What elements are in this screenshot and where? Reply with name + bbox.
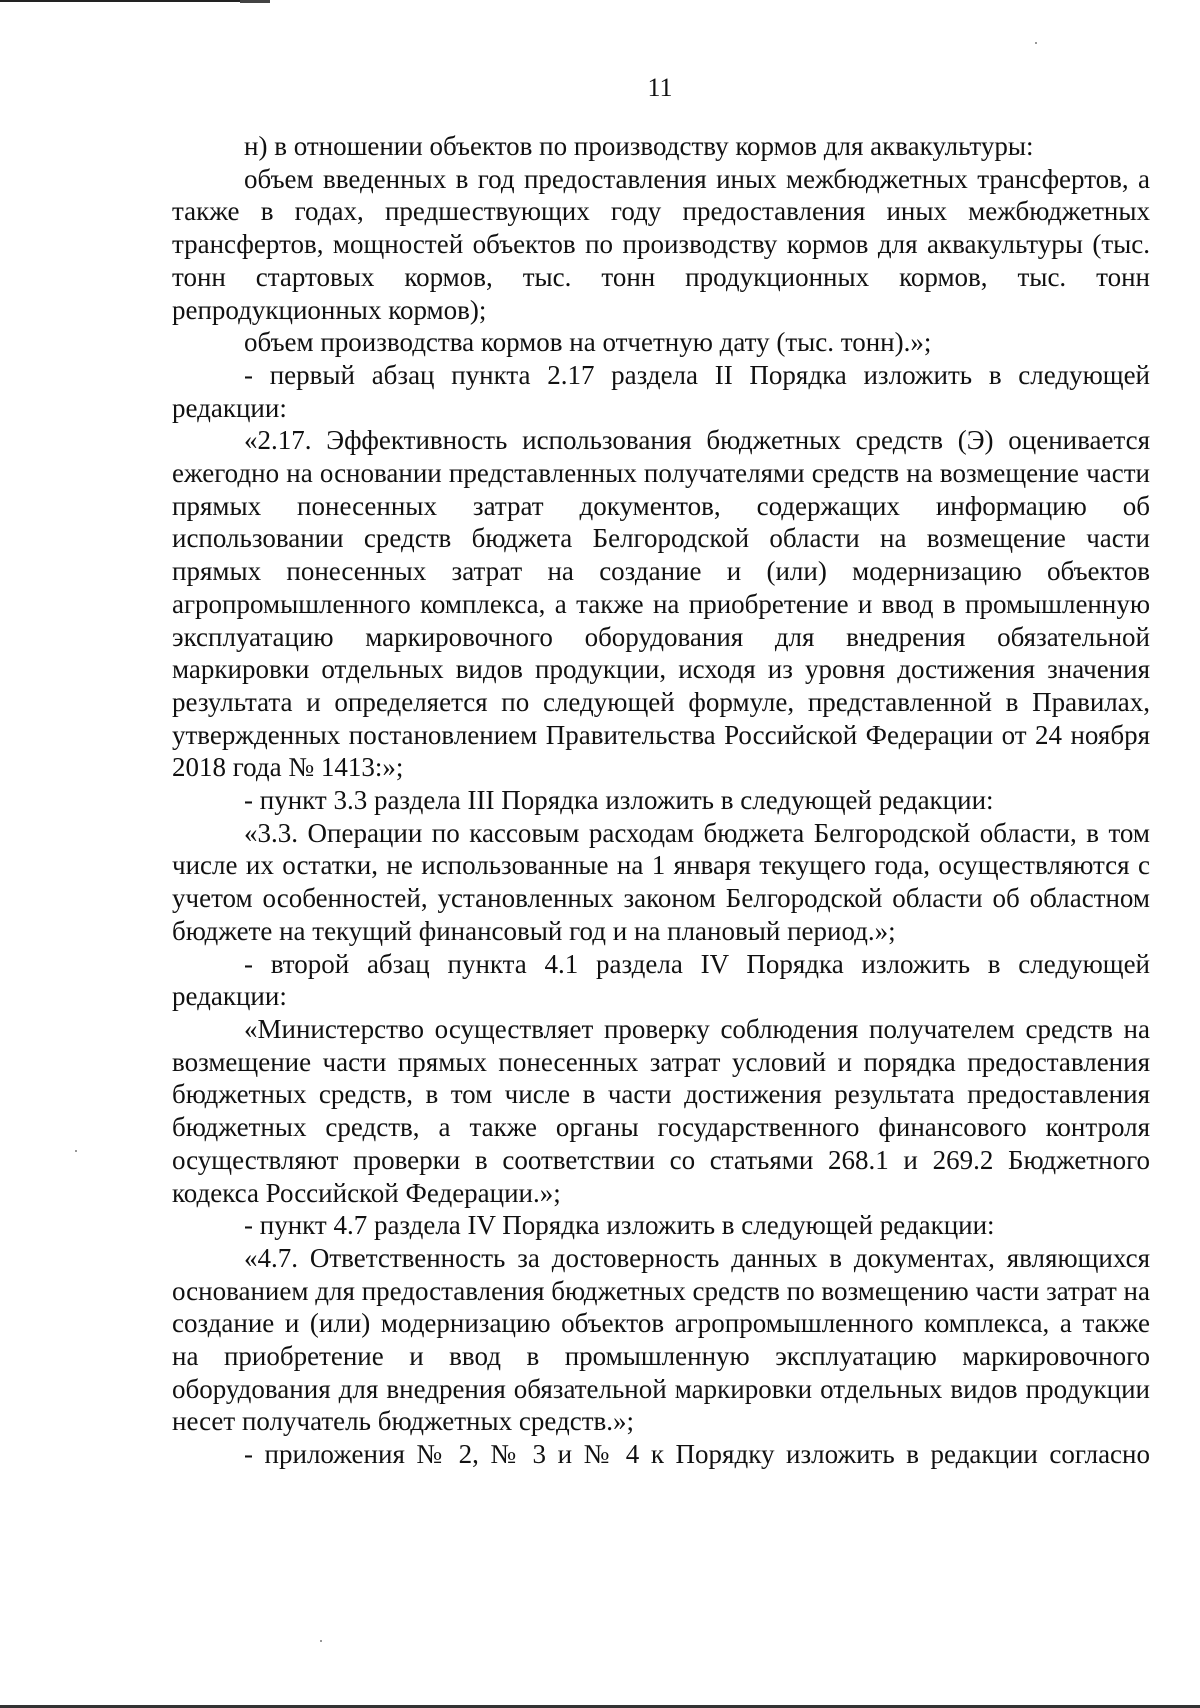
- paragraph: - приложения № 2, № 3 и № 4 к Порядку изложить в редакции согласно: [244, 1439, 1150, 1470]
- scan-border-mark: [240, 0, 270, 3]
- paragraph: объем производства кормов на отчетную дату (тыс. тонн).»;: [244, 327, 932, 358]
- paragraph: - пункт 3.3 раздела III Порядка изложить в следующей редакции:: [244, 785, 994, 816]
- paragraph: - второй абзац пункта 4.1 раздела IV Порядка изложить в следующей редакции:: [172, 948, 1150, 1012]
- paragraph: «4.7. Ответственность за достоверность данных в документах, являющихся основанием для предоставления бюджетных средств по возмещению части затрат на создание и (или) модернизацию объектов агропромышленного комплекса, а также на приобретение и ввод в промышленную эксплуатацию маркировочного оборудования для внедрения обязательной маркировки отдельных видов продукции несет получатель бюджетных средств.»;: [172, 1242, 1150, 1437]
- paragraph: «2.17. Эффективность использования бюджетных средств (Э) оценивается ежегодно на основании представленных получателями средств на возмещение части прямых понесенных затрат документов, содержащих информацию об использовании средств бюджета Белгородской области на возмещение части прямых понесенных затрат на создание и (или) модернизацию объектов агропромышленного комплекса, а также на приобретение и ввод в промышленную эксплуатацию маркировочного оборудования для внедрения обязательной маркировки отдельных видов продукции, исходя из уровня достижения значения результата и определяется по следующей формуле, представленной в Правилах, утвержденных постановлением Правительства Российской Федерации от 24 ноября 2018 года № 1413:»;: [172, 425, 1150, 783]
- paragraph: - пункт 4.7 раздела IV Порядка изложить в следующей редакции:: [244, 1210, 995, 1241]
- scan-speck: [320, 1640, 322, 1642]
- paragraph: «Министерство осуществляет проверку соблюдения получателем средств на возмещение части прямых понесенных затрат условий и порядка предоставления бюджетных средств, в том числе в части достижения результата предоставления бюджетных средств, а также органы государственного финансового контроля осуществляют проверки в соответствии со статьями 268.1 и 269.2 Бюджетного кодекса Российской Федерации.»;: [172, 1013, 1150, 1208]
- scan-speck: [75, 1150, 77, 1152]
- document-body: [172, 130, 1150, 1471]
- scan-border-top: [0, 0, 260, 2]
- page-number: 11: [647, 73, 673, 102]
- paragraph: - первый абзац пункта 2.17 раздела II Порядка изложить в следующей редакции:: [172, 359, 1150, 423]
- paragraph: объем введенных в год предоставления иных межбюджетных трансфертов, а также в годах, предшествующих году предоставления иных межбюджетных трансфертов, мощностей объектов по производству кормов для аквакультуры (тыс. тонн стартовых кормов, тыс. тонн продукционных кормов, тыс. тонн репродукционных кормов);: [172, 163, 1150, 325]
- paragraph: «3.3. Операции по кассовым расходам бюджета Белгородской области, в том числе их остатки, не использованные на 1 января текущего года, осуществляются с учетом особенностей, установленных законом Белгородской области об областном бюджете на текущий финансовый год и на плановый период.»;: [172, 817, 1150, 946]
- paragraph: н) в отношении объектов по производству кормов для аквакультуры:: [244, 131, 1034, 161]
- scan-speck: [1035, 42, 1037, 44]
